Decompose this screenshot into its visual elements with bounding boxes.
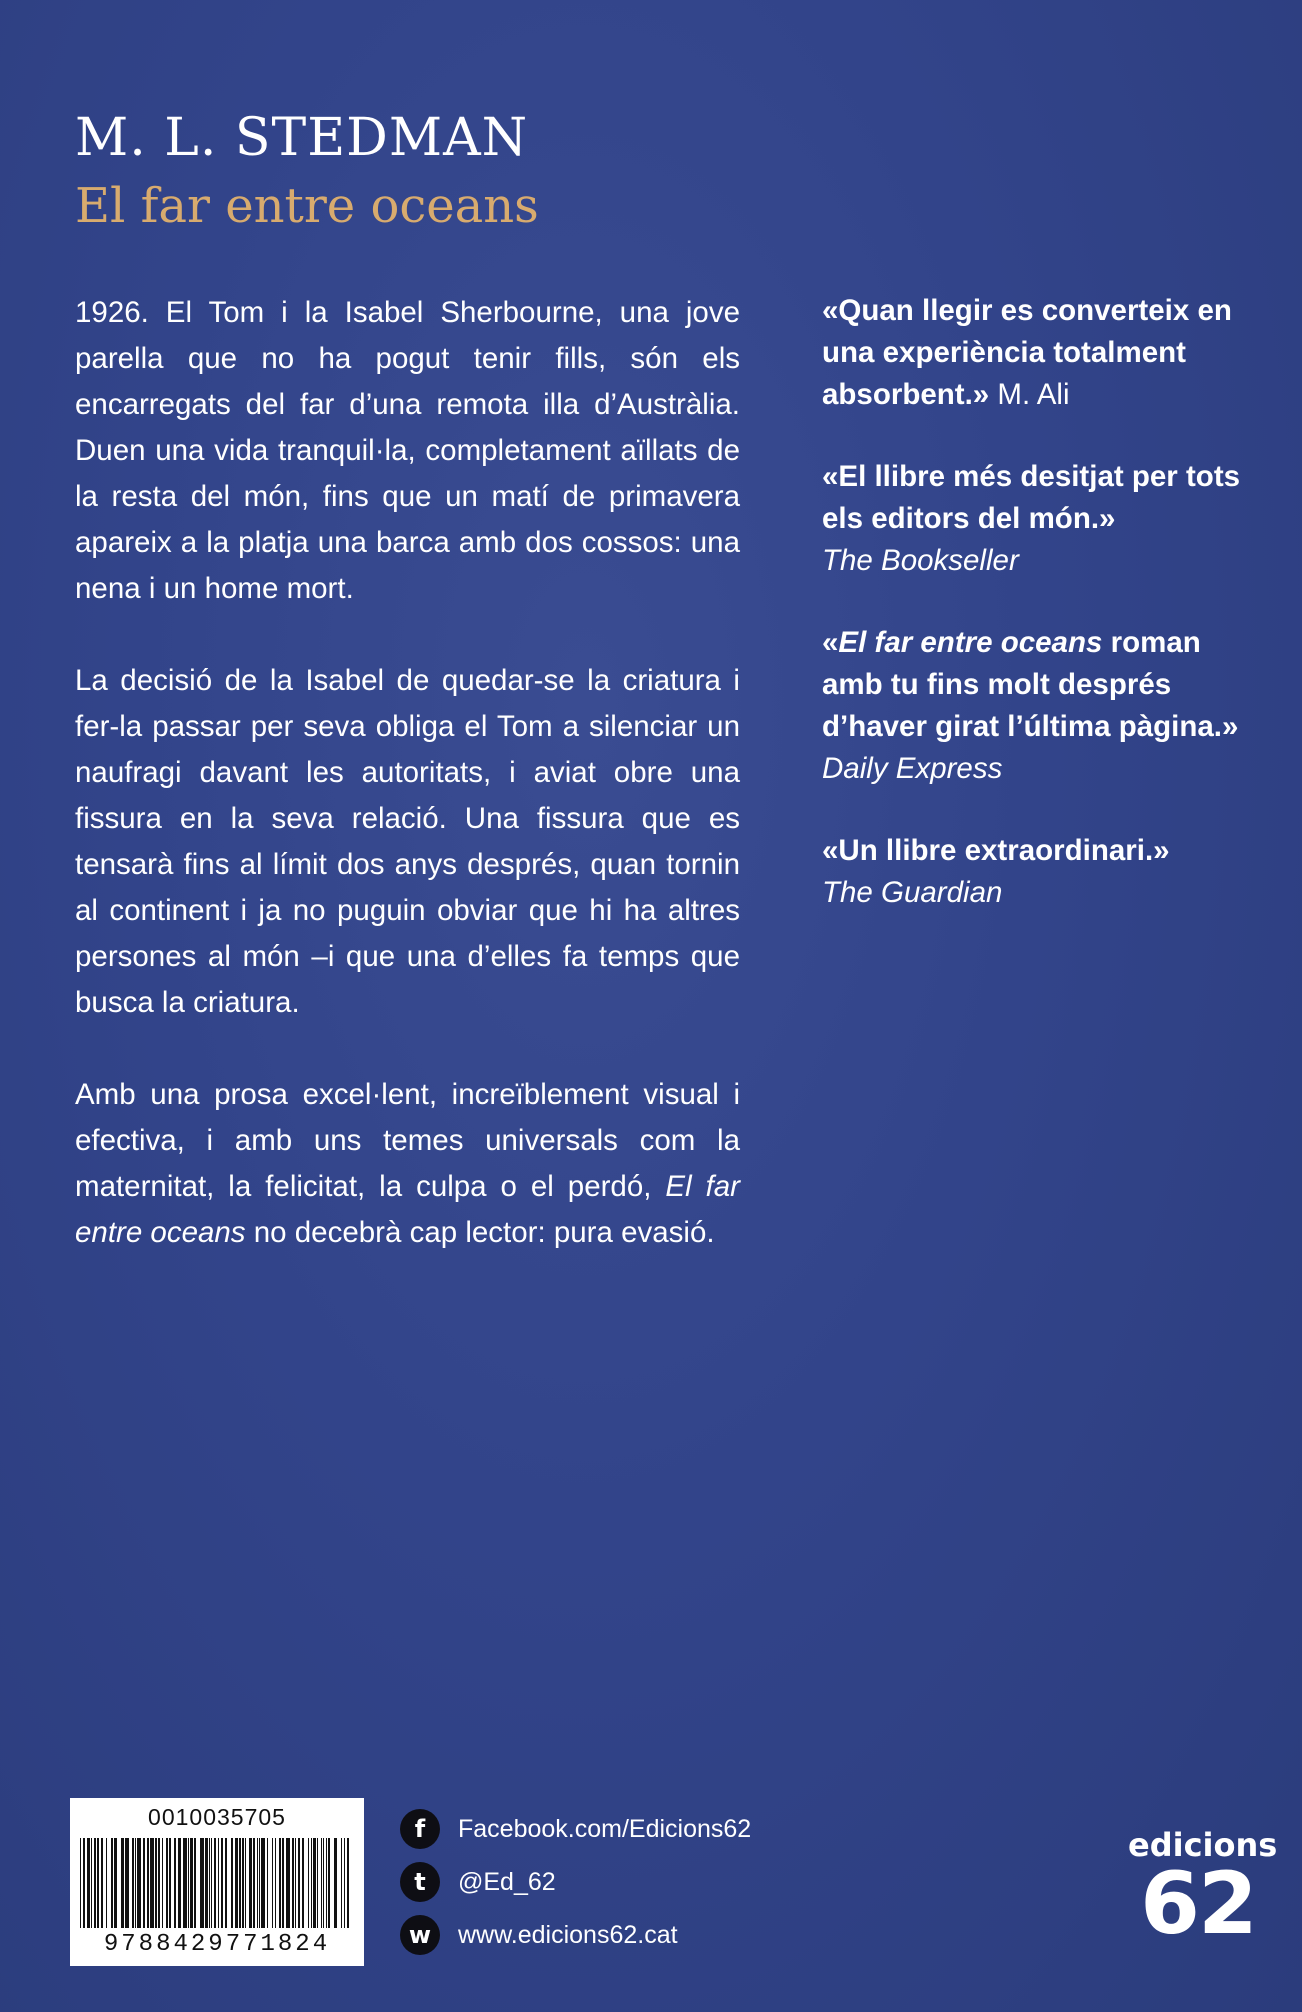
barcode-bar xyxy=(245,1838,246,1928)
barcode-bar xyxy=(137,1838,141,1928)
barcode-bar xyxy=(267,1838,268,1928)
barcode-bars xyxy=(80,1838,354,1928)
book-title: El far entre oceans xyxy=(75,178,539,234)
quote-text xyxy=(822,622,1262,748)
facebook-link[interactable]: Facebook.com/Edicions62 xyxy=(458,1814,752,1843)
barcode-bar xyxy=(275,1838,276,1928)
barcode-bar xyxy=(147,1838,149,1928)
barcode-bar xyxy=(121,1838,124,1928)
publisher-logo xyxy=(1128,1826,1278,1954)
barcode-bar xyxy=(282,1838,284,1928)
barcode-bar xyxy=(295,1838,296,1928)
author-name: M. L. STEDMAN xyxy=(75,108,529,168)
barcode-bar xyxy=(94,1838,96,1928)
barcode-bar xyxy=(162,1838,163,1928)
synopsis-p3-title: El far entre oceans xyxy=(75,1170,740,1249)
quote-book-title: El far entre oceans xyxy=(838,626,1103,659)
barcode-bar xyxy=(155,1838,157,1928)
synopsis-paragraph-2: La decisió de la Isabel de quedar-se la criatura i fer-la passar per seva obliga el Tom a silenciar un naufragi davant les autoritats, i aviat obre una fissura en la seva relació. Una fissura que es tensarà fins al límit dos anys després, quan tornin al continent i ja no puguin obviar que hi ha altres persones al món –i que una d’elles fa temps que busca la criatura. xyxy=(75,664,740,1019)
barcode-bar xyxy=(292,1838,294,1928)
barcode-label xyxy=(70,1798,364,1966)
barcode-bar xyxy=(221,1838,223,1928)
barcode-bar xyxy=(87,1838,90,1928)
quote-source: The Guardian xyxy=(822,876,1003,909)
synopsis-p3-text: Amb una prosa excel·lent, increïblement visual i efectiva, i amb uns temes universals com la maternitat, la felicitat, la culpa o el perdó, xyxy=(75,1078,740,1203)
barcode-bar xyxy=(302,1838,304,1928)
quote-source: The Bookseller xyxy=(822,544,1019,577)
twitter-icon: t xyxy=(400,1862,440,1902)
barcode-bar xyxy=(143,1838,145,1928)
barcode-bar xyxy=(249,1838,252,1928)
barcode-bar xyxy=(272,1838,273,1928)
social-twitter[interactable] xyxy=(400,1861,751,1903)
barcode-bar xyxy=(259,1838,260,1928)
quote-text-rest: roman amb tu fins molt després d’haver girat l’última pàgina.» xyxy=(822,626,1239,743)
barcode-bar xyxy=(211,1838,212,1928)
publisher-word: edicions xyxy=(1128,1826,1278,1864)
barcode-bar xyxy=(188,1838,189,1928)
barcode-bar xyxy=(328,1838,330,1928)
barcode-bar xyxy=(253,1838,255,1928)
barcode-bar xyxy=(242,1838,244,1928)
website-link[interactable]: www.edicions62.cat xyxy=(458,1920,678,1949)
barcode-bar xyxy=(166,1838,168,1928)
barcode-bar xyxy=(323,1838,324,1928)
barcode-bar xyxy=(225,1838,227,1928)
review-quote xyxy=(822,456,1262,582)
quote-source: M. Ali xyxy=(997,378,1070,411)
barcode-bar xyxy=(169,1838,171,1928)
barcode-bar xyxy=(317,1838,318,1928)
barcode-bar xyxy=(235,1838,238,1928)
barcode-top-number: 0010035705 xyxy=(148,1804,286,1830)
quote-text: «Un llibre extraordinari.» xyxy=(822,834,1170,867)
quote-text: «El llibre més desitjat per tots els editors del món.» xyxy=(822,460,1241,535)
quote-source: Daily Express xyxy=(822,752,1003,785)
review-quote xyxy=(822,830,1262,914)
barcode-bar xyxy=(91,1838,92,1928)
barcode-bar xyxy=(97,1838,99,1928)
barcode-bar xyxy=(313,1838,316,1928)
barcode-bar xyxy=(231,1838,233,1928)
barcode-bar xyxy=(209,1838,210,1928)
barcode-bar xyxy=(150,1838,154,1928)
review-quote xyxy=(822,290,1262,416)
barcode-bar xyxy=(174,1838,176,1928)
barcode-bar xyxy=(344,1838,345,1928)
social-links xyxy=(400,1808,751,1967)
barcode-bar xyxy=(298,1838,300,1928)
barcode-bar xyxy=(83,1838,85,1928)
social-website[interactable] xyxy=(400,1914,751,1956)
barcode-bar xyxy=(158,1838,160,1928)
barcode-bar xyxy=(194,1838,196,1928)
barcode-bar xyxy=(341,1838,342,1928)
barcode-bar xyxy=(114,1838,117,1928)
web-icon: w xyxy=(400,1915,440,1955)
barcode-bar xyxy=(135,1838,136,1928)
barcode-bar xyxy=(261,1838,265,1928)
barcode-bar xyxy=(178,1838,181,1928)
barcode-bar xyxy=(125,1838,129,1928)
barcode-bar xyxy=(101,1838,103,1928)
barcode-bar xyxy=(132,1838,134,1928)
synopsis xyxy=(75,290,740,1302)
barcode-bar xyxy=(80,1838,81,1928)
barcode-bar xyxy=(111,1838,113,1928)
barcode-bar xyxy=(279,1838,281,1928)
synopsis-p3-end: no decebrà cap lector: pura evasió. xyxy=(245,1216,715,1249)
synopsis-paragraph-1: 1926. El Tom i la Isabel Sherbourne, una jove parella que no ha pogut tenir fills, són els encarregats del far d’una remota illa d’Austràlia. Duen una vida tranquil·la, completament aïllats de la resta del món, fins que un matí de primavera apareix a la platja una barca amb dos cossos: una nena i un home mort. xyxy=(75,296,740,605)
barcode-bar xyxy=(200,1838,204,1928)
publisher-number: 62 xyxy=(1140,1854,1256,1954)
quote-text: «Quan llegir es converteix en una experiència totalment absorbent.» xyxy=(822,294,1232,411)
barcode-bar xyxy=(106,1838,107,1928)
barcode-bar xyxy=(190,1838,193,1928)
isbn-number: 9788429771824 xyxy=(103,1931,331,1958)
barcode-bar xyxy=(334,1838,337,1928)
barcode-bar xyxy=(239,1838,241,1928)
barcode-bar xyxy=(183,1838,187,1928)
social-facebook[interactable] xyxy=(400,1808,751,1850)
barcode-bar xyxy=(257,1838,258,1928)
barcode-bar xyxy=(205,1838,208,1928)
barcode-bar xyxy=(326,1838,327,1928)
barcode-bar xyxy=(218,1838,219,1928)
review-quotes xyxy=(822,290,1262,954)
facebook-icon: f xyxy=(400,1809,440,1849)
barcode-bar xyxy=(311,1838,312,1928)
quote-open-mark: « xyxy=(822,626,839,659)
barcode-bar xyxy=(308,1838,309,1928)
twitter-handle[interactable]: @Ed_62 xyxy=(458,1867,556,1896)
barcode-bar xyxy=(214,1838,216,1928)
review-quote xyxy=(822,622,1262,790)
barcode-bar xyxy=(321,1838,322,1928)
synopsis-paragraph-3 xyxy=(75,1072,740,1256)
barcode-bar xyxy=(347,1838,349,1928)
barcode-bar xyxy=(286,1838,290,1928)
